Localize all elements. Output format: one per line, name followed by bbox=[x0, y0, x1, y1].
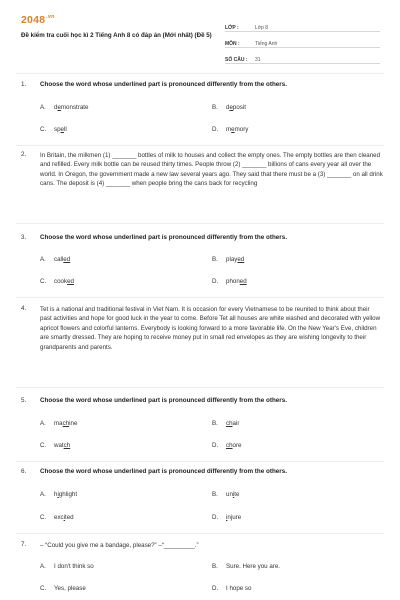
meta-value: 31 bbox=[255, 57, 261, 63]
option-text-underlined: ed bbox=[237, 256, 245, 263]
option-text: Yes, please bbox=[54, 585, 86, 592]
meta-value: Lớp 8 bbox=[255, 25, 269, 31]
option-letter: C. bbox=[40, 514, 47, 521]
option-text-underlined: ed bbox=[67, 278, 74, 285]
option-text: I hope so bbox=[226, 585, 252, 592]
option-letter: B. bbox=[212, 420, 218, 427]
option-a[interactable] bbox=[40, 491, 77, 498]
option-text-underlined: i bbox=[57, 491, 59, 498]
option-letter: A. bbox=[40, 563, 46, 570]
option-letter: B. bbox=[212, 491, 218, 498]
question-number: 2. bbox=[21, 151, 27, 158]
option-letter: D. bbox=[212, 514, 219, 521]
option-text-post: air bbox=[232, 420, 240, 427]
option-a[interactable] bbox=[40, 256, 70, 263]
option-text-underlined: e bbox=[57, 104, 61, 111]
question-number: 3. bbox=[21, 234, 27, 241]
option-text-post: monstrate bbox=[60, 104, 89, 111]
option-d[interactable] bbox=[212, 278, 247, 285]
option-text-pre: wat bbox=[54, 442, 64, 449]
option-letter: C. bbox=[40, 585, 47, 592]
option-a[interactable] bbox=[40, 420, 77, 427]
divider bbox=[16, 223, 384, 224]
meta-label: MÔN : bbox=[225, 41, 240, 47]
option-text: I don't think so bbox=[54, 563, 94, 570]
option-text-underlined: e bbox=[229, 104, 233, 111]
option-text-post: ore bbox=[232, 442, 242, 449]
option-letter: C. bbox=[40, 126, 47, 133]
option-c[interactable] bbox=[40, 514, 74, 521]
logo-tld: .vn bbox=[46, 14, 55, 20]
header bbox=[0, 0, 400, 72]
option-a[interactable] bbox=[40, 104, 88, 111]
option-letter: C. bbox=[40, 442, 47, 449]
question-paragraph: Tet is a national and traditional festival in Viet Nam. It is occasion for every Vietnamese to be reunited to think about their past activities and hope for good luck in the year to come. Before Tet all houses are white washed and decorated with yellow apricot flowers and colorful lanterns. Everybody is looking forward to a more favorable life. On the New Year's Eve, children are smartly dressed. They are hoping to receive money put in small red envelopes as they are wishing longevity to their grandparents and parents. bbox=[40, 306, 381, 351]
option-text-underlined: ch bbox=[226, 420, 233, 427]
option-letter: A. bbox=[40, 491, 46, 498]
option-c[interactable] bbox=[40, 585, 86, 592]
option-b[interactable] bbox=[212, 420, 239, 427]
option-d[interactable] bbox=[212, 514, 241, 521]
meta-label: LỚP : bbox=[225, 25, 239, 31]
option-text-post: ine bbox=[69, 420, 78, 427]
question-paragraph: In Britain, the milkmen (1) _______ bottles of milk to houses and collect the empty ones. The empty bottles are then cleaned and refilled. Every milk bottle can be reused thirty times. People throw (2) _______ billions of cans every year all over the world. In Oregon, the government made a new law several years ago. They said that there must be a (3) _______ on all drink cans. The deposit is (4) _______ when people bring the cans back for recycling bbox=[40, 152, 383, 188]
question-number: 7. bbox=[21, 541, 27, 548]
option-text-pre: d bbox=[226, 104, 230, 111]
meta-row-count bbox=[225, 48, 380, 64]
divider bbox=[16, 73, 384, 74]
option-a[interactable] bbox=[40, 563, 94, 570]
option-b[interactable] bbox=[212, 563, 280, 570]
option-text-underlined: ed bbox=[239, 278, 247, 285]
question-number: 5. bbox=[21, 397, 27, 404]
option-text-post: posit bbox=[232, 104, 246, 111]
option-d[interactable] bbox=[212, 442, 242, 449]
option-text-post: te bbox=[234, 491, 240, 498]
option-text-pre: sp bbox=[54, 126, 61, 133]
option-letter: D. bbox=[212, 278, 219, 285]
option-text-post: ghlight bbox=[58, 491, 78, 498]
option-letter: C. bbox=[40, 278, 47, 285]
option-text-pre: d bbox=[54, 104, 58, 111]
option-text-post: ll bbox=[64, 126, 67, 133]
question-text: Choose the word whose underlined part is pronounced differently from the others. bbox=[40, 468, 287, 475]
option-text-pre: cook bbox=[54, 278, 68, 285]
meta-value: Tiếng Anh bbox=[255, 41, 278, 47]
question-number: 1. bbox=[21, 81, 27, 88]
option-text-post: mory bbox=[234, 126, 249, 133]
meta-row-class bbox=[225, 16, 380, 32]
option-letter: A. bbox=[40, 256, 46, 263]
question-text: Choose the word whose underlined part is pronounced differently from the others. bbox=[40, 234, 287, 241]
option-text-post: njure bbox=[227, 514, 242, 521]
divider bbox=[16, 533, 384, 534]
option-d[interactable] bbox=[212, 585, 251, 592]
option-text-pre: exc bbox=[54, 514, 64, 521]
meta-row-subject bbox=[225, 32, 380, 48]
option-b[interactable] bbox=[212, 491, 239, 498]
option-letter: D. bbox=[212, 585, 219, 592]
question-text: Choose the word whose underlined part is pronounced differently from the others. bbox=[40, 397, 287, 404]
option-text-underlined: ch bbox=[62, 420, 70, 427]
option-letter: B. bbox=[212, 104, 218, 111]
option-text-pre: phon bbox=[226, 278, 240, 285]
option-letter: A. bbox=[40, 104, 46, 111]
option-text-pre: ma bbox=[54, 420, 63, 427]
option-text-underlined: e bbox=[60, 126, 64, 133]
option-text-underlined: e bbox=[231, 126, 235, 133]
option-text-underlined: ch bbox=[226, 442, 233, 449]
option-b[interactable] bbox=[212, 256, 244, 263]
option-text-pre: call bbox=[54, 256, 64, 263]
option-letter: D. bbox=[212, 442, 219, 449]
option-text-pre: h bbox=[54, 491, 58, 498]
divider bbox=[16, 297, 384, 298]
divider bbox=[16, 387, 384, 388]
option-c[interactable] bbox=[40, 126, 67, 133]
option-text-pre: play bbox=[226, 256, 238, 263]
option-text: Sure. Here you are. bbox=[226, 563, 280, 570]
option-b[interactable] bbox=[212, 104, 246, 111]
option-c[interactable] bbox=[40, 278, 74, 285]
option-d[interactable] bbox=[212, 126, 248, 133]
option-text-underlined: i bbox=[63, 514, 66, 521]
divider bbox=[16, 461, 384, 462]
question-text: – “Could you give me a bandage, please?” –“_________.” bbox=[40, 542, 199, 549]
option-text-pre: m bbox=[226, 126, 232, 133]
question-number: 6. bbox=[21, 468, 27, 475]
site-logo[interactable] bbox=[21, 14, 55, 26]
option-text-post: ted bbox=[65, 514, 74, 521]
option-text-underlined: i bbox=[232, 491, 235, 498]
option-text-underlined: i bbox=[226, 514, 228, 521]
option-letter: B. bbox=[212, 256, 218, 263]
meta-label: SỐ CÂU : bbox=[225, 57, 248, 63]
option-text-underlined: ed bbox=[63, 256, 71, 263]
divider bbox=[16, 145, 384, 146]
option-letter: B. bbox=[212, 563, 218, 570]
meta-panel bbox=[225, 16, 380, 64]
logo-text: 2048 bbox=[21, 14, 46, 26]
page-title: Đề kiểm tra cuối học kì 2 Tiếng Anh 8 có đáp án (Mới nhất) (Đề 5) bbox=[21, 32, 212, 39]
option-letter: A. bbox=[40, 420, 46, 427]
option-letter: D. bbox=[212, 126, 219, 133]
question-text: Choose the word whose underlined part is pronounced differently from the others. bbox=[40, 81, 287, 88]
option-c[interactable] bbox=[40, 442, 70, 449]
option-text-underlined: ch bbox=[63, 442, 71, 449]
question-number: 4. bbox=[21, 305, 27, 312]
option-text-pre: un bbox=[226, 491, 233, 498]
